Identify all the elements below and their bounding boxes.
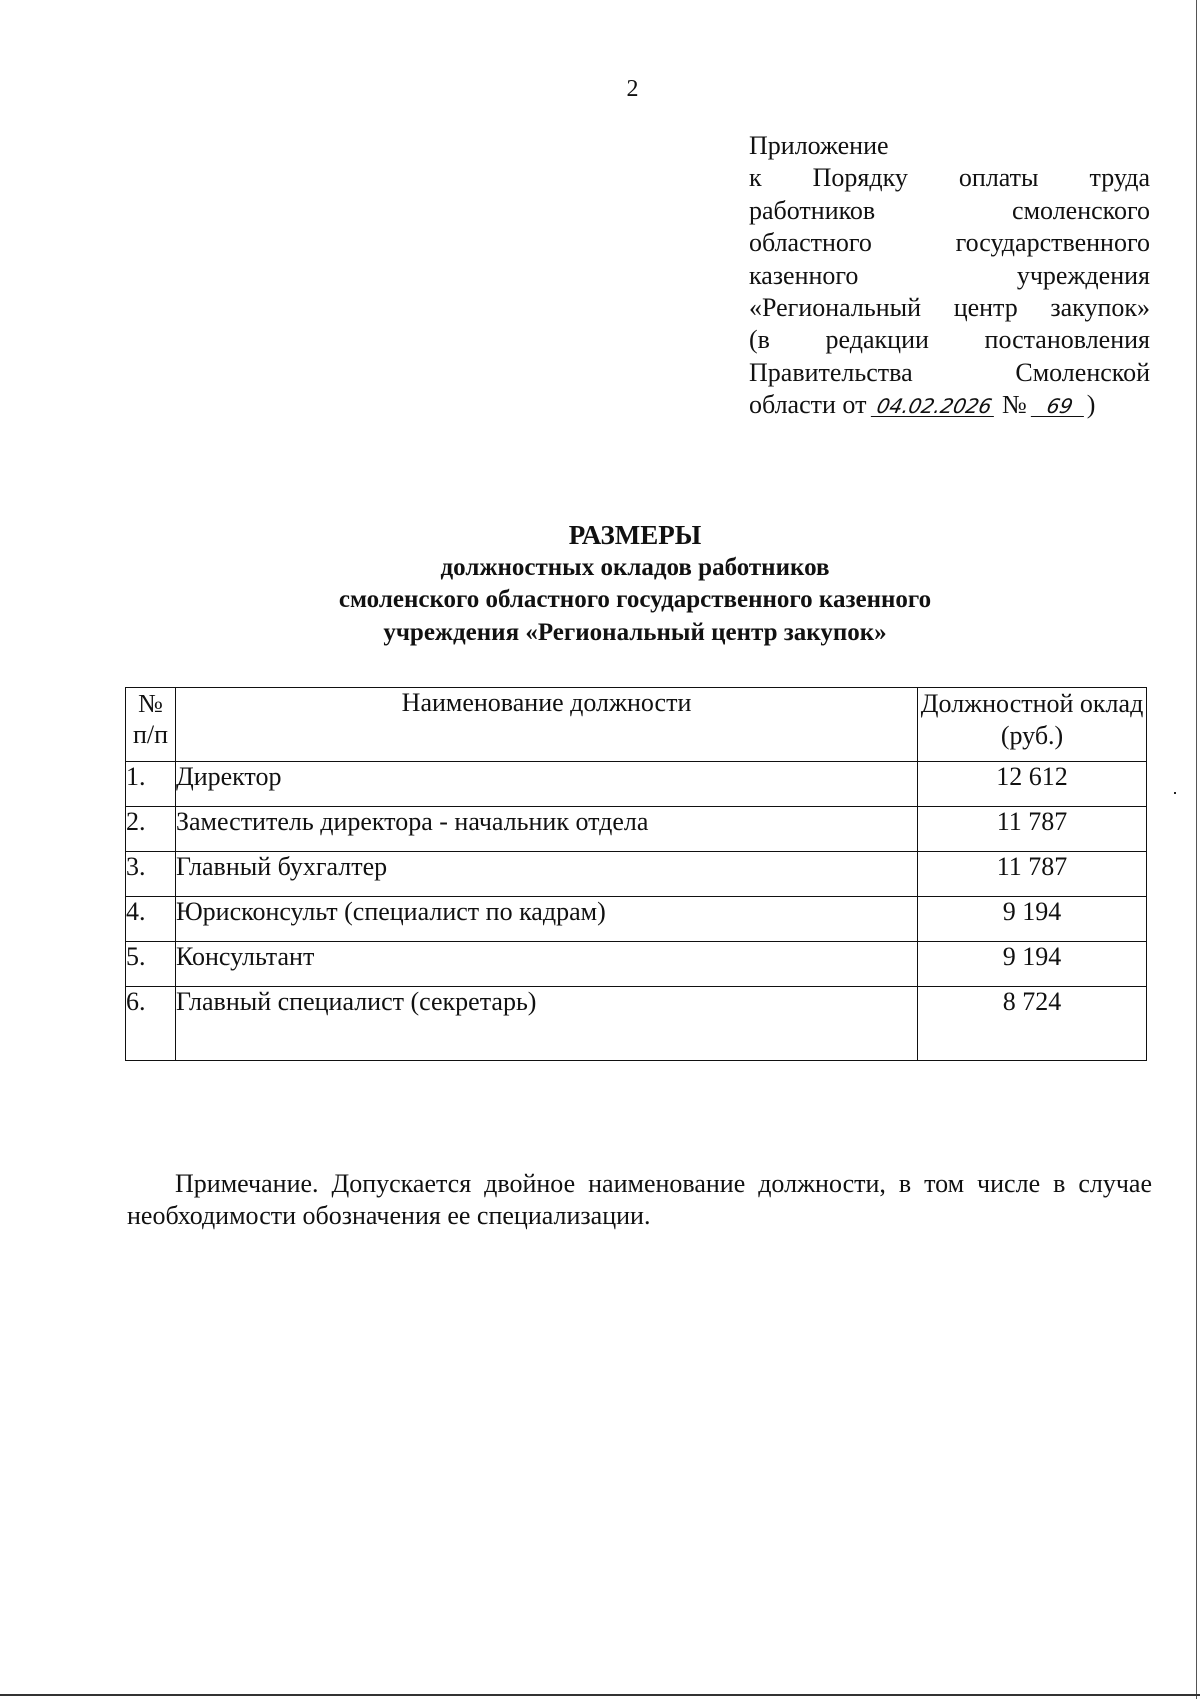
row-num: 2. xyxy=(126,807,176,852)
row-position: Заместитель директора - начальник отдела xyxy=(175,807,917,852)
handwritten-number: 69 xyxy=(1031,396,1089,417)
table-row xyxy=(126,762,1147,807)
row-position: Юрисконсульт (специалист по кадрам) xyxy=(175,897,917,942)
table-row xyxy=(126,942,1147,987)
row-salary: 9 194 xyxy=(918,897,1147,942)
appendix-line: Приложение xyxy=(749,131,889,160)
appendix-date-prefix: области от xyxy=(749,390,867,420)
table-row xyxy=(126,897,1147,942)
number-sign: № xyxy=(1001,390,1027,420)
row-num: 5. xyxy=(126,942,176,987)
appendix-line: казенного учреждения xyxy=(749,260,1150,290)
row-position: Главный специалист (секретарь) xyxy=(175,987,917,1061)
salary-table xyxy=(125,687,1147,1061)
table-header-row xyxy=(126,688,1147,762)
margin-dot xyxy=(1174,792,1176,794)
document-title xyxy=(120,518,1150,649)
appendix-line: (в редакции постановления xyxy=(749,325,1150,355)
table-row xyxy=(126,852,1147,897)
table-row xyxy=(126,987,1147,1061)
row-position: Директор xyxy=(175,762,917,807)
title-line: должностных окладов работников xyxy=(440,554,830,581)
page-number: 2 xyxy=(626,76,639,102)
appendix-line: областного государственного xyxy=(749,228,1150,258)
table-row xyxy=(126,807,1147,852)
appendix-line: к Порядку оплаты труда xyxy=(749,163,1150,193)
row-salary: 12 612 xyxy=(918,762,1147,807)
row-salary: 11 787 xyxy=(918,852,1147,897)
scan-edge-bottom xyxy=(0,1694,1200,1696)
row-num: 4. xyxy=(126,897,176,942)
row-num: 1. xyxy=(126,762,176,807)
row-salary: 8 724 xyxy=(918,987,1147,1061)
closing-paren: ) xyxy=(1086,390,1096,420)
title-line: смоленского областного государственного казенного xyxy=(338,586,932,614)
handwritten-date: 04.02.2026 xyxy=(871,396,998,417)
appendix-date-line xyxy=(749,389,1150,421)
appendix-header xyxy=(749,130,1150,422)
header-salary: Должностной оклад (руб.) xyxy=(918,688,1147,762)
row-position: Консультант xyxy=(175,942,917,987)
appendix-line: «Региональный центр закупок» xyxy=(749,293,1150,323)
appendix-line: работников смоленского xyxy=(749,195,1150,225)
header-num: № п/п xyxy=(126,688,176,762)
row-salary: 9 194 xyxy=(918,942,1147,987)
appendix-line: Правительства Смоленской xyxy=(749,357,1150,387)
title-main: РАЗМЕРЫ xyxy=(568,520,702,550)
scan-edge-right xyxy=(1196,0,1197,1699)
note-paragraph: Примечание. Допускается двойное наименование должности, в том числе в случае необходимости обозначения ее специализации. xyxy=(127,1169,1152,1230)
title-line: учреждения «Региональный центр закупок» xyxy=(383,618,887,646)
row-num: 3. xyxy=(126,852,176,897)
row-num: 6. xyxy=(126,987,176,1061)
header-name: Наименование должности xyxy=(175,688,917,762)
row-salary: 11 787 xyxy=(918,807,1147,852)
row-position: Главный бухгалтер xyxy=(175,852,917,897)
